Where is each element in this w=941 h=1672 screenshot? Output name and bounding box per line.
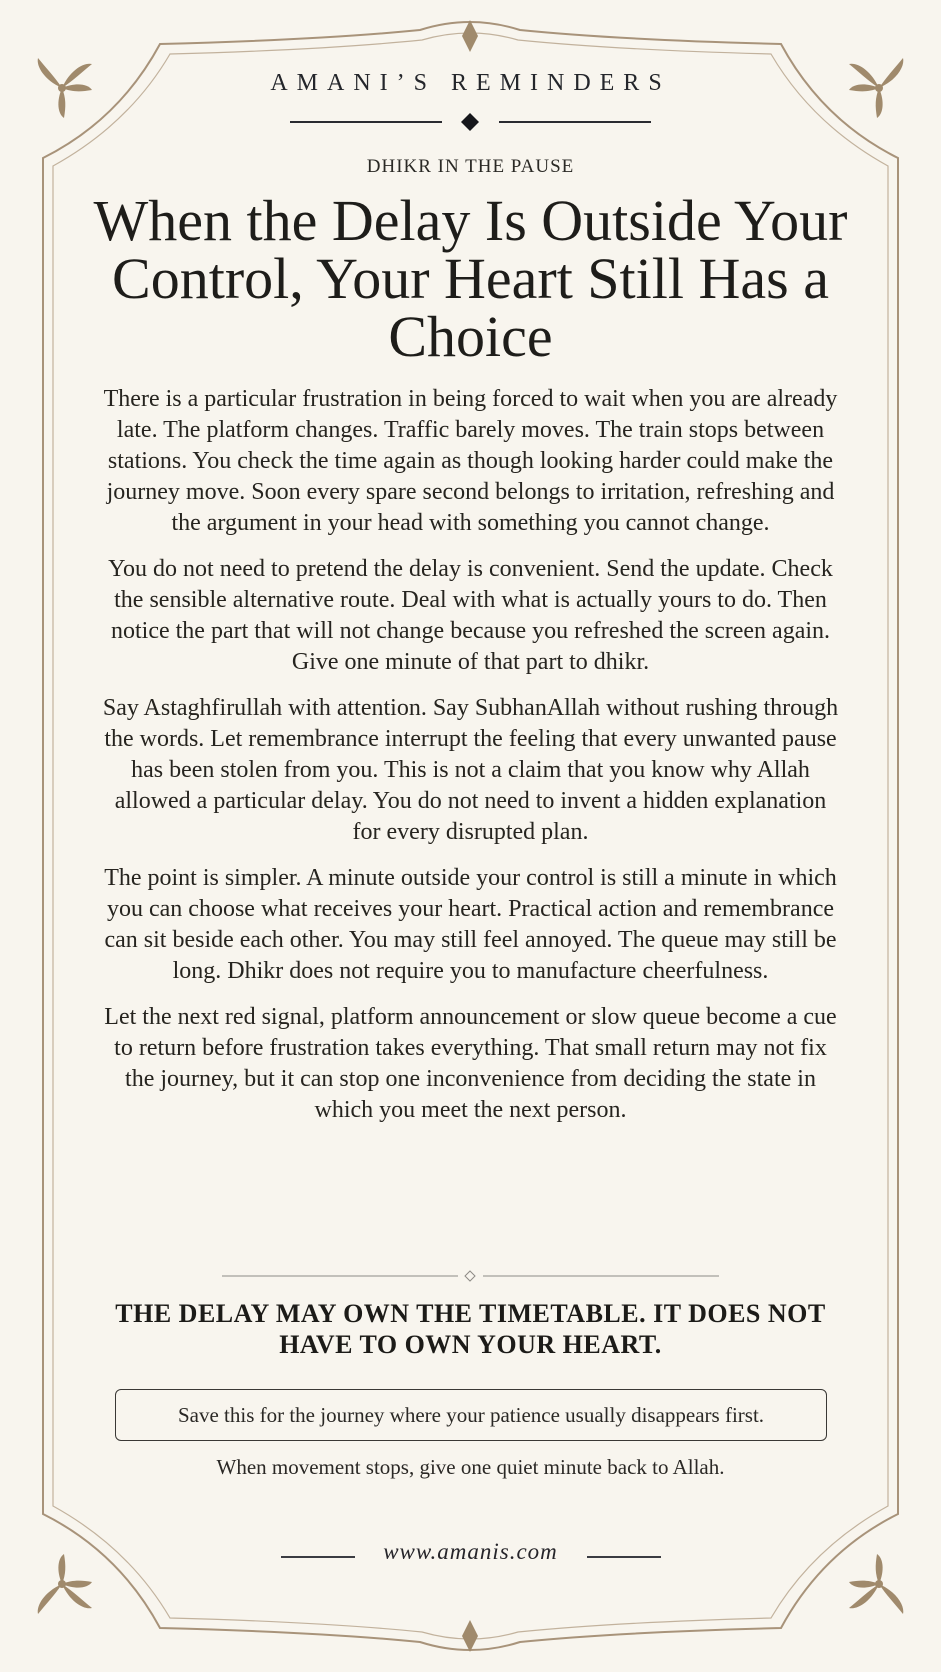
paragraph: The point is simpler. A minute outside your control is still a minute in which you can choose what receives your heart. Practical action and remembrance can sit beside each other. You may still feel annoyed. The queue may still be long. Dhikr does not require you to manufacture cheerfulness. [104,865,837,984]
pull-quote: THE DELAY MAY OWN THE TIMETABLE. IT DOES NOT HAVE TO OWN YOUR HEART. [115,1299,826,1359]
paragraph: Let the next red signal, platform announcement or slow queue become a cue to return before frustration takes everything. That small return may not fix the journey, but it can stop one inconvenience from deciding the state in which you meet the next person. [104,1004,837,1123]
website-link[interactable]: www.amanis.com [383,1539,558,1564]
paragraph: You do not need to pretend the delay is convenient. Send the update. Check the sensible alternative route. Deal with what is actually yours to do. Then notice the part that will not change because you refreshed the screen again. Give one minute of that part to dhikr. [108,556,833,675]
brand-divider [290,112,651,132]
brand-name: AMANI’S REMINDERS [270,70,671,96]
paragraph: There is a particular frustration in being forced to wait when you are already late. The platform changes. Traffic barely moves. The train stops between stations. You check the time again as though looking harder could make the journey move. Soon every spare second belongs to irritation, refreshing and the argument in your head with something you cannot change. [103,386,838,536]
page-title: When the Delay Is Outside Your Control, Your Heart Still Has a Choice [93,188,848,369]
section-divider [222,1268,719,1284]
diamond-icon [465,1271,475,1281]
article-body [102,384,839,1141]
paragraph: Say Astaghfirullah with attention. Say SubhanAllah without rushing through the words. Let remembrance interrupt the feeling that every unwanted pause has been stolen from you. This is not a claim that you know why Allah allowed a particular delay. You do not need to invent a hidden explanation for every disrupted plan. [102,695,839,845]
closing-line: When movement stops, give one quiet minute back to Allah. [216,1455,725,1479]
diamond-icon [461,113,479,131]
footer-rule-right [587,1556,661,1558]
save-note: Save this for the journey where your patience usually disappears first. [115,1389,827,1441]
section-kicker: DHIKR IN THE PAUSE [366,156,575,177]
